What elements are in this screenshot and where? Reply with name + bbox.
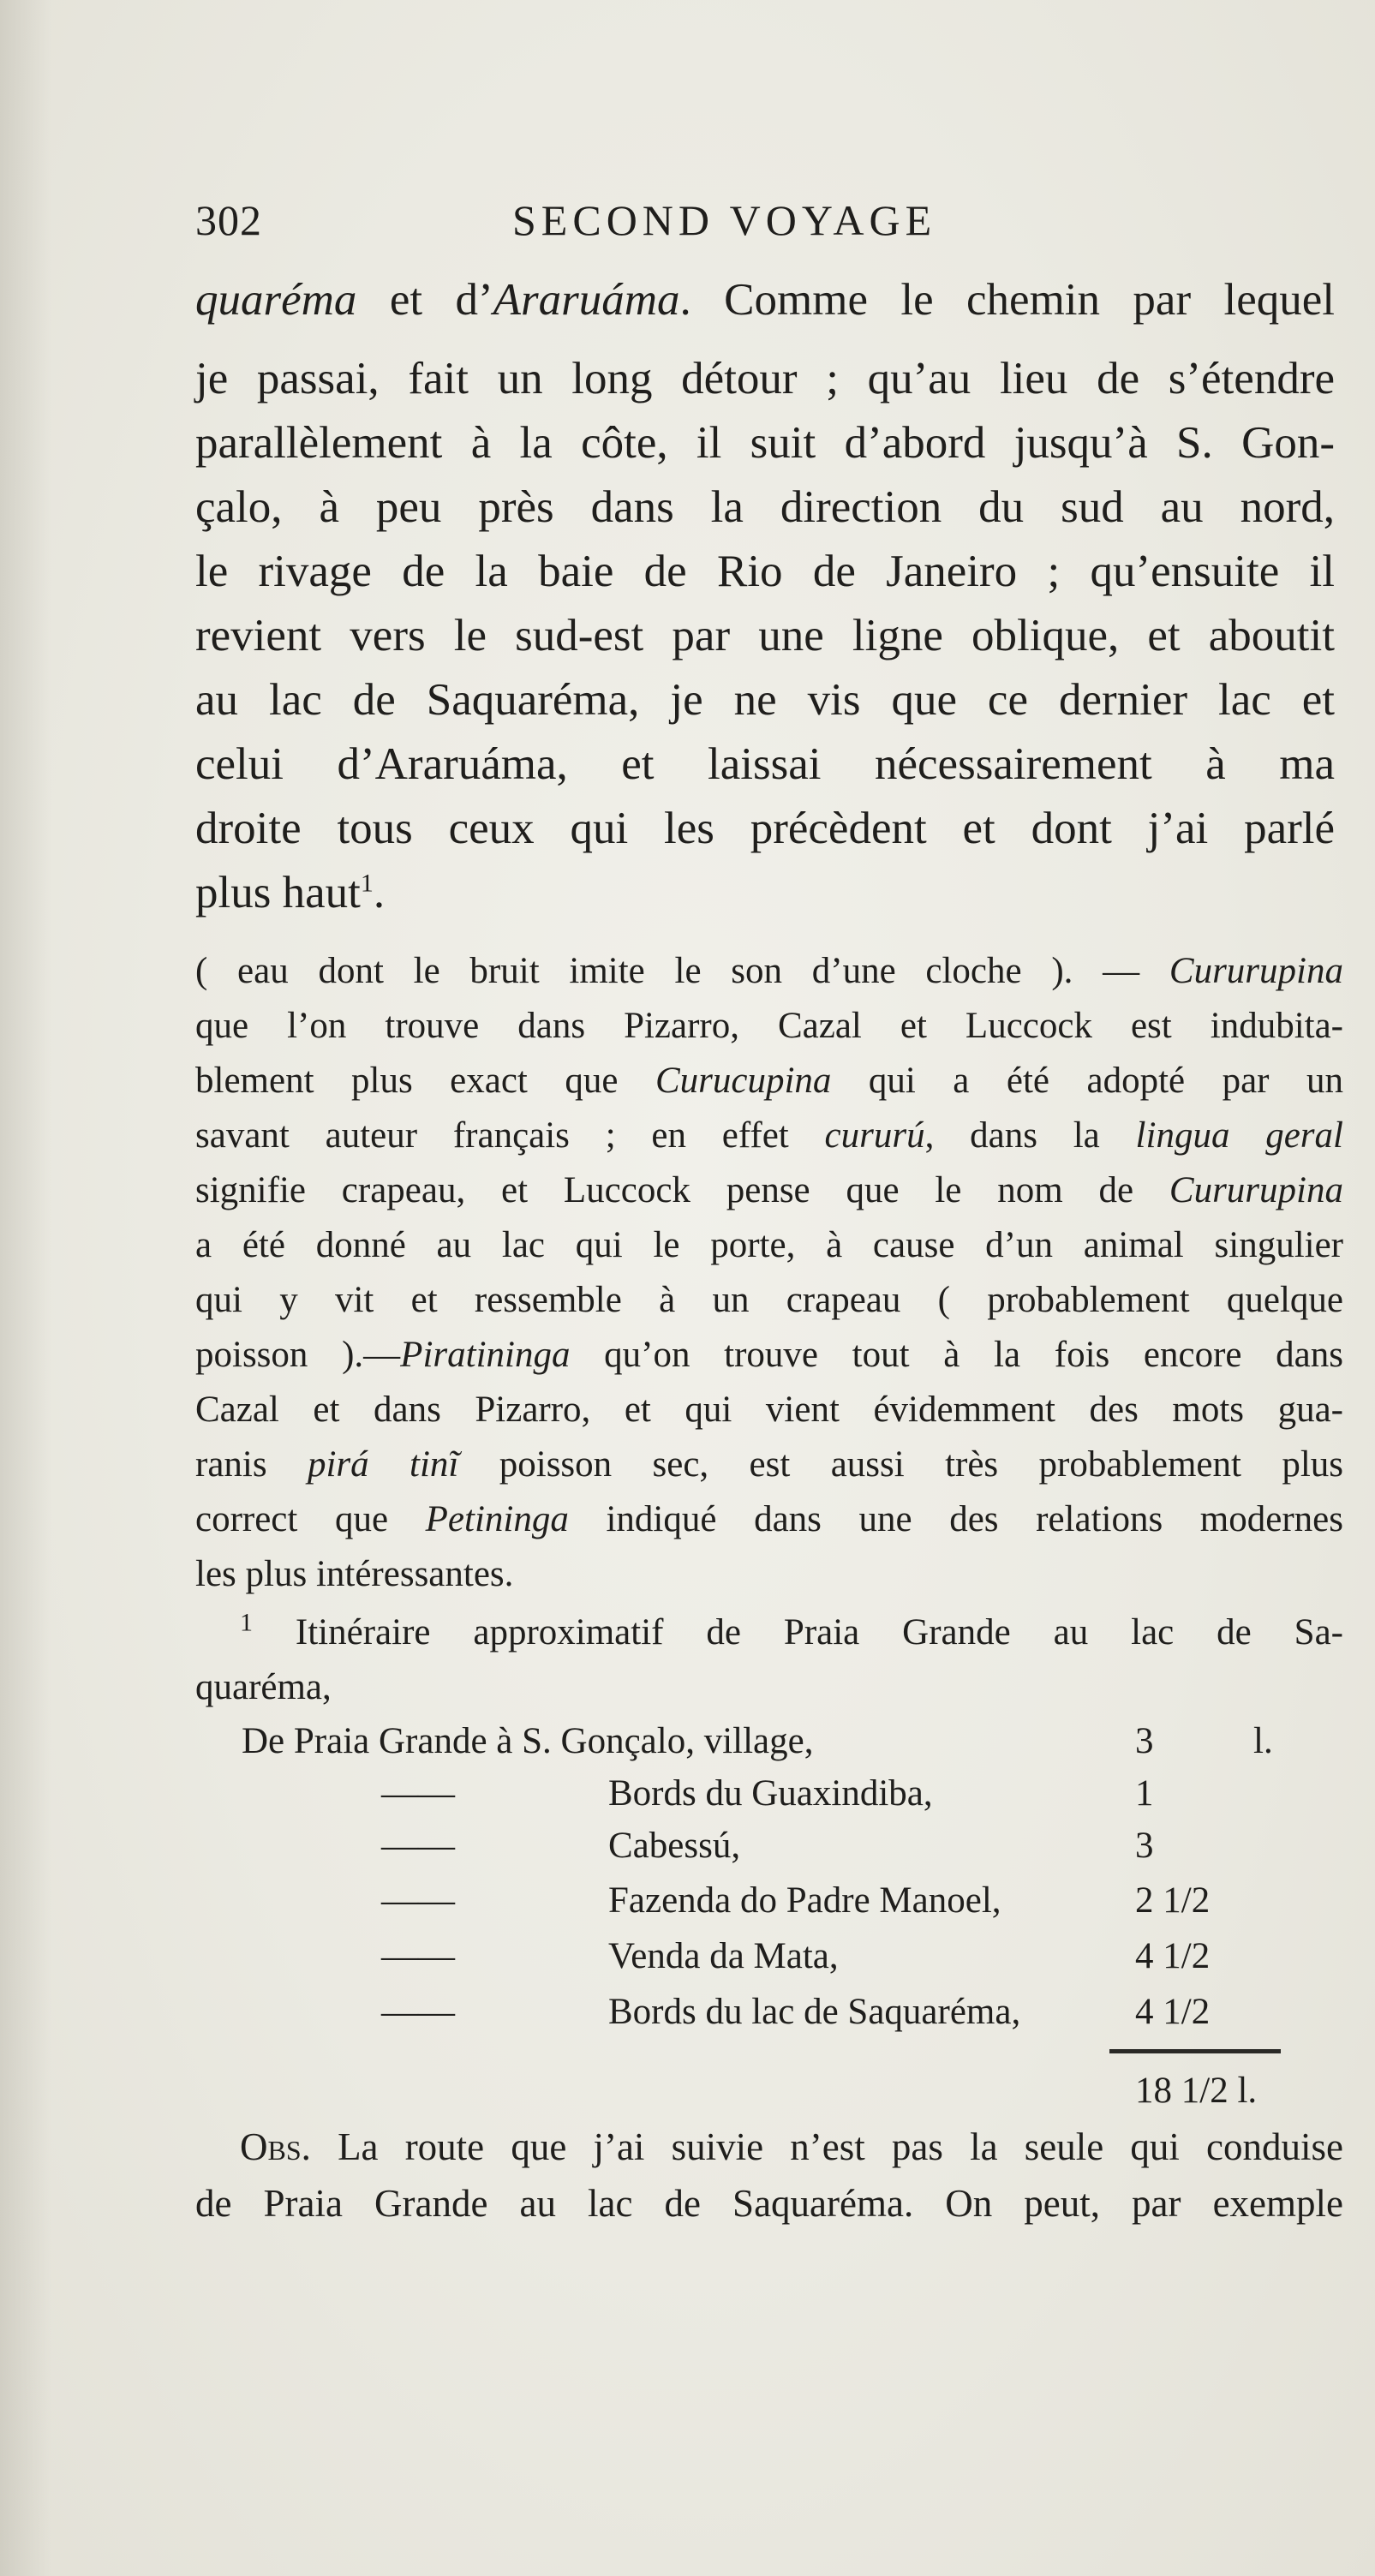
note-line-11: correct que Petininga indiqué dans une des relations modernes — [195, 1499, 1343, 1539]
body-line-5: le rivage de la baie de Rio de Janeiro ; qu’ensuite il — [195, 547, 1335, 596]
itinerary-distance: 4 1/2 — [1135, 1936, 1211, 1976]
itinerary-distance: 2 1/2 — [1135, 1880, 1211, 1921]
note-line-7: qui y vit et ressemble à un crapeau ( probablement quelque — [195, 1280, 1343, 1320]
note-line-3: blement plus exact que Curucupina qui a été adopté par un — [195, 1061, 1343, 1101]
body-line-4: çalo, à peu près dans la direction du sud au nord, — [195, 482, 1335, 532]
body-line-2: je passai, fait un long détour ; qu’au lieu de s’étendre — [195, 354, 1335, 403]
note-line-6: a été donné au lac qui le porte, à cause d’un animal singulier — [195, 1225, 1343, 1265]
itinerary-row: —— Cabessú, 3 — [0, 1821, 1375, 1871]
note-line-10: ranis pirá tinĩ poisson sec, est aussi très probablement plus — [195, 1444, 1343, 1485]
obs-line-2: de Praia Grande au lac de Saquaréma. On peut, par exemple — [195, 2182, 1343, 2225]
note-line-9: Cazal et dans Pizarro, et qui vient évidemment des mots gua- — [195, 1390, 1343, 1430]
note-line-4: savant auteur français ; en effet cururú, dans la lingua geral — [195, 1115, 1343, 1156]
note-line-8: poisson ).—Piratininga qu’on trouve tout à la fois encore dans — [195, 1335, 1344, 1375]
itinerary-distance: 4 1/2 — [1135, 1992, 1211, 2032]
itinerary-distance: 3 — [1135, 1826, 1154, 1866]
itinerary-place: De Praia Grande à S. Gonçalo, village, — [242, 1721, 814, 1761]
note-line-2: que l’on trouve dans Pizarro, Cazal et Luccock est indubita- — [195, 1006, 1343, 1046]
itinerary-place: Fazenda do Padre Manoel, — [608, 1880, 1001, 1921]
itinerary-place: Bords du lac de Saquaréma, — [608, 1992, 1021, 2032]
obs-line-1: Obs. La route que j’ai suivie n’est pas la seule qui conduise — [240, 2125, 1343, 2168]
footnote-1-line-1: $^1$ Itinéraire approximatif de Praia Grande au lac de Sa- — [240, 1608, 1343, 1653]
binding-shadow — [0, 0, 51, 2576]
itinerary-unit: l. — [1253, 1721, 1273, 1761]
body-line-8: celui d’Araruáma, et laissai nécessairement à ma — [195, 739, 1335, 789]
body-line-3: parallèlement à la côte, il suit d’abord jusqu’à S. Gon- — [195, 418, 1335, 468]
note-line-5: signifie crapeau, et Luccock pense que le nom de Cururupina — [195, 1170, 1343, 1210]
lingua-geral-term: lingua geral — [1135, 1115, 1343, 1156]
itinerary-row: —— Bords du lac de Saquaréma, 4 1/2 — [0, 1987, 1375, 2037]
itinerary-place: Bords du Guaxindiba, — [608, 1773, 933, 1814]
body-line-9: droite tous ceux qui les précèdent et dont j’ai parlé — [195, 804, 1335, 853]
itinerary-total: 18 1/2 l. — [1135, 2071, 1258, 2111]
footnote-mark: 1 — [240, 1608, 253, 1637]
footnote-ref: 1 — [360, 869, 374, 898]
footnote-1-line-2: quaréma, — [195, 1667, 332, 1707]
note-line-12: les plus intéressantes. — [195, 1554, 514, 1594]
sum-rule — [1109, 2049, 1281, 2053]
body-line-7: au lac de Saquaréma, je ne vis que ce dernier lac et — [195, 675, 1335, 725]
itinerary-distance: 3 — [1135, 1721, 1154, 1761]
body-line-1: quaréma et d’Araruáma. Comme le chemin par lequel — [195, 275, 1335, 325]
itinerary-place: Venda da Mata, — [608, 1936, 839, 1976]
itinerary-row-first — [0, 1717, 1375, 1766]
body-line-6: revient vers le sud-est par une ligne oblique, et aboutit — [195, 611, 1335, 660]
note-line-1: ( eau dont le bruit imite le son d’une cloche ). — Cururupina — [195, 951, 1343, 991]
itinerary-distance: 1 — [1135, 1773, 1154, 1814]
page-number: 302 — [195, 196, 262, 244]
page-header — [195, 195, 1335, 255]
body-line-10: plus haut$^1$. — [195, 868, 386, 917]
itinerary-place: Cabessú, — [608, 1826, 741, 1866]
running-head: SECOND VOYAGE — [512, 196, 937, 244]
itinerary-row: —— Bords du Guaxindiba, 1 — [0, 1769, 1375, 1819]
obs-label: Obs. — [240, 2125, 311, 2168]
itinerary-row: —— Venda da Mata, 4 1/2 — [0, 1932, 1375, 1981]
itinerary-row: —— Fazenda do Padre Manoel, 2 1/2 — [0, 1876, 1375, 1926]
